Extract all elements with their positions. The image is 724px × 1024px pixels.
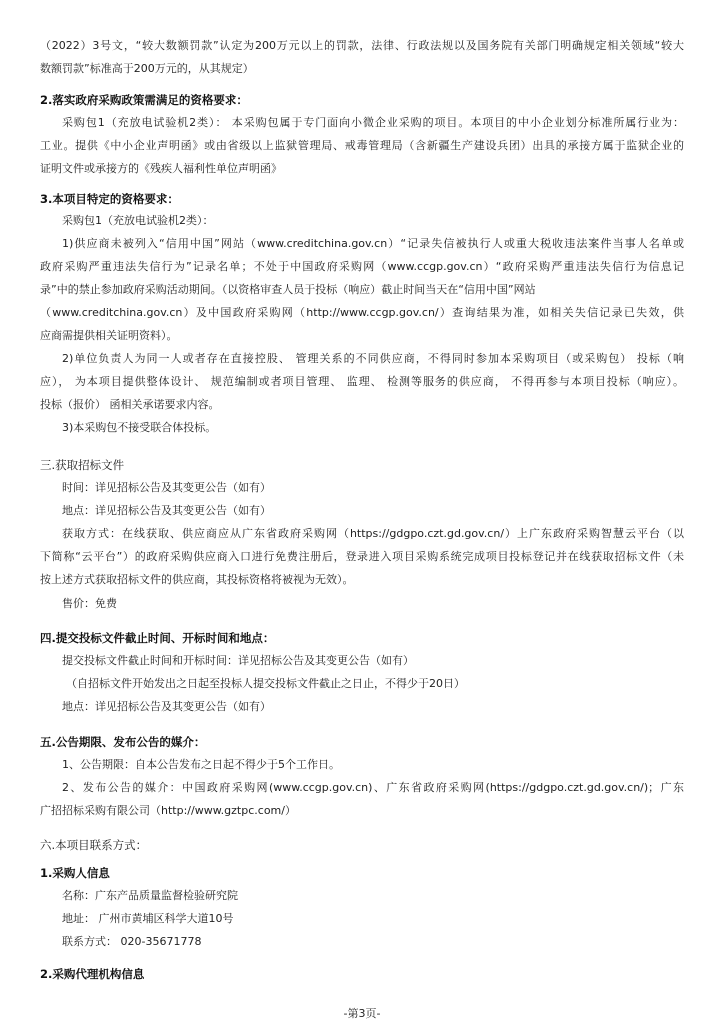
heading-text: 本项目特定的资格要求： bbox=[52, 192, 179, 206]
text-line: 投标（报价） 函相关承诺要求内容。 bbox=[40, 398, 220, 411]
text-line: 政府采购严重违法失信行为”记录名单；不处于中国政府采购网（www.ccgp.gov.cn）“政府采购严重违法失信行为信息记 bbox=[40, 260, 684, 273]
text-line: 提交投标文件截止时间和开标时间：详见招标公告及其变更公告（如有） bbox=[62, 654, 414, 667]
heading-text: 采购代理机构信息 bbox=[52, 967, 145, 981]
heading-3 bbox=[40, 191, 684, 207]
text-line: （自招标文件开始发出之日起至投标人提交投标文件截止之日止，不得少于20日） bbox=[66, 677, 465, 690]
heading-text: 落实政府采购政策需满足的资格要求： bbox=[52, 93, 248, 107]
heading-number: 3. bbox=[40, 192, 53, 206]
text-line: 广招招标采购有限公司（http://www.gztpc.com/） bbox=[40, 804, 296, 817]
text-line: 名称：广东产品质量监督检验研究院 bbox=[62, 889, 238, 902]
text-line: （2022）3号文，“较大数额罚款”认定为200万元以上的罚款，法律、行政法规以及国务院有关部门明确规定相关领域“较大 bbox=[40, 39, 684, 52]
text-line: 应）， 为本项目提供整体设计、 规范编制或者项目管理、 监理、 检测等服务的供应商， 不得再参与本项目投标（响应）。 bbox=[40, 375, 684, 388]
heading-text: 采购人信息 bbox=[52, 866, 110, 880]
text-line: 证明文件或承接方的《残疾人福利性单位声明函》 bbox=[40, 162, 282, 175]
section-heading: 四.提交投标文件截止时间、开标时间和地点： bbox=[40, 631, 275, 645]
text-line: 2、发布公告的媒介：中国政府采购网(www.ccgp.gov.cn)、广东省政府采购网(https://gdgpo.czt.gd.gov.cn/)；广东 bbox=[62, 781, 684, 794]
text-line: 应商需提供相关证明资料）。 bbox=[40, 329, 178, 342]
text-line: 2)单位负责人为同一人或者存在直接控股、 管理关系的不同供应商，不得同时参加本采购项目（或采购包） 投标（响 bbox=[62, 352, 684, 365]
page-number: -第3页- bbox=[343, 1007, 381, 1020]
text-line: 地点：详见招标公告及其变更公告（如有） bbox=[62, 700, 271, 713]
text-line: 售价：免费 bbox=[62, 597, 117, 610]
text-line: 3)本采购包不接受联合体投标。 bbox=[62, 421, 217, 434]
text-line: 时间：详见招标公告及其变更公告（如有） bbox=[62, 481, 271, 494]
heading-number: 2. bbox=[40, 93, 53, 107]
text-line: （www.creditchina.gov.cn）及中国政府采购网（http://www.ccgp.gov.cn/）查询结果为准，如相关失信记录已失效，供 bbox=[40, 306, 684, 319]
heading-number: 2. bbox=[40, 967, 53, 981]
text-line: 采购包1（充放电试验机2类）： 本采购包属于专门面向小微企业采购的项目。本项目的中小企业划分标准所属行业为： bbox=[62, 116, 684, 129]
text-line: 数额罚款”标准高于200万元的，从其规定） bbox=[40, 62, 254, 75]
text-line: 按上述方式获取招标文件的供应商，其投标资格将被视为无效）。 bbox=[40, 573, 354, 586]
text-line: 地点：详见招标公告及其变更公告（如有） bbox=[62, 504, 271, 517]
text-line: 录”中的禁止参加政府采购活动期间。（以资格审查人员于投标（响应）截止时间当天在“信用中国”网站 bbox=[40, 283, 536, 296]
text-line: 地址： 广州市黄埔区科学大道10号 bbox=[62, 912, 234, 925]
text-line: 工业。提供《中小企业声明函》或由省级以上监狱管理局、戒毒管理局（含新疆生产建设兵团）出具的承接方属于监狱企业的 bbox=[40, 139, 684, 152]
section-heading: 三.获取招标文件 bbox=[40, 458, 125, 472]
text-line: 采购包1（充放电试验机2类）： bbox=[62, 214, 214, 227]
text-line: 获取方式：在线获取、供应商应从广东省政府采购网（https://gdgpo.czt.gd.gov.cn/）上广东政府采购智慧云平台（以 bbox=[62, 527, 684, 540]
subheading bbox=[40, 966, 684, 982]
section-heading: 六.本项目联系方式： bbox=[40, 838, 148, 852]
text-line: 1、公告期限：自本公告发布之日起不得少于5个工作日。 bbox=[62, 758, 340, 771]
section-heading: 五.公告期限、发布公告的媒介： bbox=[40, 735, 206, 749]
text-line: 1)供应商未被列入“信用中国”网站（www.creditchina.gov.cn）“记录失信被执行人或重大税收违法案件当事人名单或 bbox=[62, 237, 684, 250]
heading-2 bbox=[40, 92, 684, 108]
heading-number: 1. bbox=[40, 866, 53, 880]
text-line: 下简称“云平台”）的政府采购供应商入口进行免费注册后，登录进入项目采购系统完成项目投标登记并在线获取招标文件（未 bbox=[40, 550, 684, 563]
text-line: 联系方式： 020-35671778 bbox=[62, 935, 202, 948]
subheading bbox=[40, 865, 684, 881]
